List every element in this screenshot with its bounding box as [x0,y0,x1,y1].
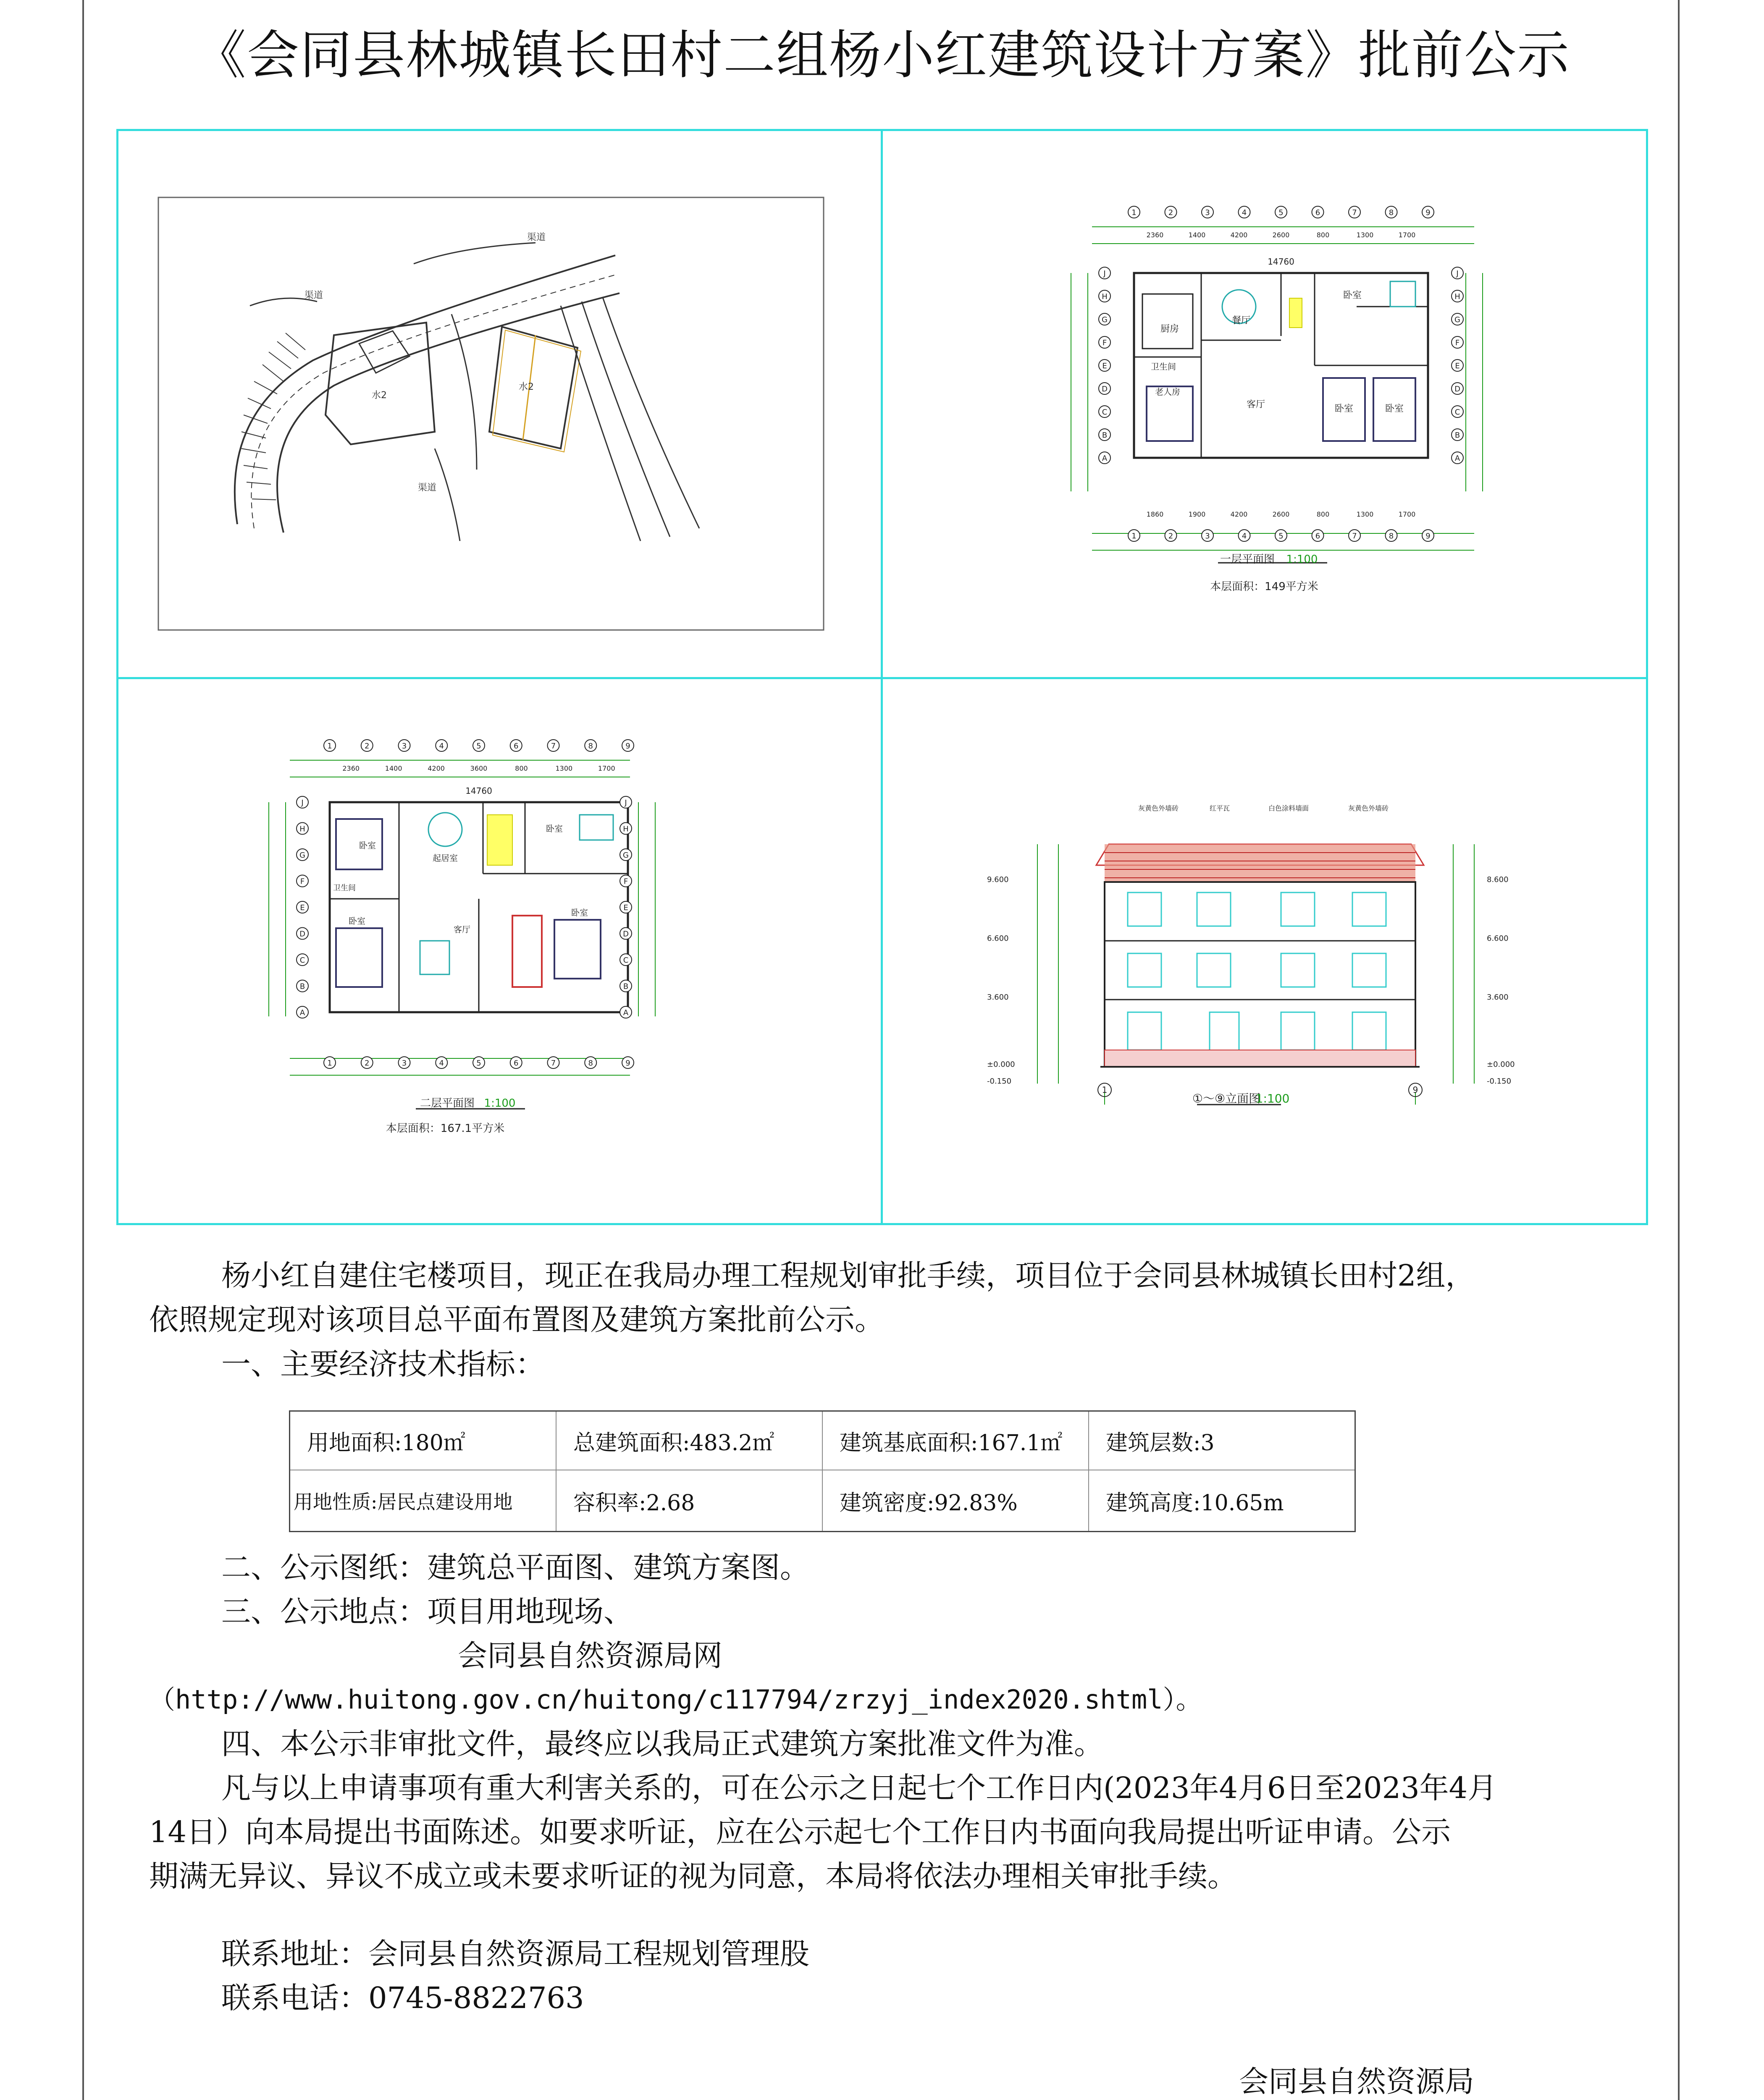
heading-note: 四、本公示非审批文件，最终应以我局正式建筑方案批准文件为准。 [221,1727,1103,1761]
indicator-cell: 总建筑面积:483.2㎡ [556,1412,823,1470]
elevation-drawing [962,794,1533,1123]
body-paragraph-2b: 14日）向本局提出书面陈述。如要求听证，应在公示起七个工作日内书面向我局提出听证申请。公示 [149,1815,1451,1849]
floor2-plan [260,731,697,1144]
dimension-label: 2360 [1146,231,1164,239]
indicators-table [289,1410,1356,1532]
dimension-label: 1700 [1398,231,1416,239]
floor2-scale: 1:100 [484,1097,516,1110]
floor2-area: 本层面积：167.1平方米 [386,1122,505,1135]
floor1-caption: 一层平面图 [1220,553,1275,566]
grid-divider-horizontal [116,677,1648,679]
axis-label: 5 [1278,208,1284,217]
indicator-cell: 建筑层数:3 [1089,1412,1354,1470]
axis-label: 3 [1205,208,1210,217]
axis-label: 2 [365,1059,370,1068]
axis-label: H [1454,292,1460,301]
indicator-cell: 建筑基底面积:167.1㎡ [823,1412,1089,1470]
site-label-road: 渠道 [304,290,323,301]
axis-label: G [299,851,305,860]
elev-level-left: 3.600 [987,993,1009,1002]
dimension-label: 2600 [1272,510,1290,518]
axis-label: F [1102,339,1107,347]
floor2-room-label: 卧室 [349,916,365,926]
dimension-label: 800 [1316,510,1330,518]
elev-level-left: 9.600 [987,875,1009,884]
axis-label: C [623,956,629,965]
contact-phone: 联系电话：0745-8822763 [221,1981,584,2015]
axis-label: B [623,982,629,991]
axis-label: 3 [402,742,407,751]
axis-label: 8 [1389,208,1394,217]
axis-label: A [1454,454,1460,463]
site-label-road: 渠道 [527,232,546,243]
axis-label: C [1102,408,1108,417]
floor2-room-label: 卧室 [571,908,588,918]
axis-label: 4 [1242,532,1247,541]
elevation-caption: ①～⑨立面图 [1192,1092,1261,1105]
axis-label: B [299,982,305,991]
axis-label: 8 [588,742,593,751]
dimension-label: 1400 [1188,231,1206,239]
floor2-room-label: 卧室 [359,840,376,850]
axis-label: H [623,824,629,834]
axis-label: J [301,798,304,807]
axis-label: D [299,929,305,939]
dimension-label: 4200 [428,764,445,772]
body-paragraph-1b: 依照规定现对该项目总平面布置图及建筑方案批前公示。 [149,1302,884,1337]
dimension-label: 1900 [1188,510,1206,518]
floor1-room-label: 卧室 [1385,404,1404,414]
axis-label: E [1455,362,1460,370]
axis-label: 7 [1352,208,1357,217]
axis-label: F [1455,339,1460,347]
axis-label: 7 [551,742,556,751]
axis-label: H [299,824,305,834]
page-title: 《会同县林城镇长田村二组杨小红建筑设计方案》批前公示 [194,25,1570,86]
axis-label: 6 [1315,532,1320,541]
dimension-label: 1700 [598,764,615,772]
dimension-label: 1860 [1146,510,1164,518]
dimension-label: 1300 [1356,231,1374,239]
axis-label: F [300,877,305,886]
body-paragraph-1: 杨小红自建住宅楼项目，现正在我局办理工程规划审批手续，项目位于会同县林城镇长田村2组， [221,1258,1475,1293]
heading-indicators: 一、主要经济技术指标： [221,1347,545,1381]
floor1-scale: 1:100 [1286,553,1318,566]
axis-label: 7 [1352,532,1357,541]
axis-label: 6 [514,1059,519,1068]
site-label-road: 渠道 [418,483,437,493]
axis-label: 1 [327,742,332,751]
axis-label: 8 [588,1059,593,1068]
axis-label: 3 [1205,532,1210,541]
axis-label: D [1102,385,1108,394]
elev-level-left: ±0.000 [987,1060,1015,1069]
dimension-label: 4200 [1230,231,1248,239]
axis-label: A [623,1008,629,1017]
axis-label: C [1454,408,1460,417]
floor1-room-label: 餐厅 [1231,315,1251,326]
axis-label: B [1454,431,1460,440]
floor1-room-label: 卫生间 [1151,362,1176,372]
axis-label: E [623,903,628,912]
elev-note: 红平瓦 [1210,804,1230,812]
body-paragraph-2a: 凡与以上申请事项有重大利害关系的，可在公示之日起七个工作日内(2023年4月6日至2023年4月 [221,1771,1497,1805]
floor2-room-label: 卧室 [546,824,563,834]
axis-label: 3 [402,1059,407,1068]
axis-label: 1 [327,1059,332,1068]
floor2-room-label: 起居室 [433,853,458,863]
floor1-room-label: 卧室 [1343,290,1362,301]
axis-label: 8 [1389,532,1394,541]
axis-label: 1 [1131,532,1137,541]
site-label-building: 水2 [372,390,387,401]
site-plan [158,197,825,633]
floor1-room-label: 卧室 [1334,404,1354,414]
axis-label: 4 [1242,208,1247,217]
axis-label: 4 [439,742,444,751]
floor2-total-dim: 14760 [465,786,492,796]
axis-label: 2 [1168,532,1173,541]
dimension-label: 2600 [1272,231,1290,239]
floor2-caption: 二层平面图 [420,1097,475,1110]
axis-label: E [1102,362,1107,370]
floor1-area: 本层面积：149平方米 [1210,580,1318,593]
axis-label: D [623,929,629,939]
axis-label: D [1454,385,1460,394]
indicator-cell: 建筑高度:10.65m [1106,1490,1284,1516]
dimension-label: 1400 [385,764,402,772]
axis-label: E [300,903,305,912]
dimension-label: 1700 [1398,510,1416,518]
axis-label: 2 [365,742,370,751]
heading-drawings: 二、公示图纸：建筑总平面图、建筑方案图。 [221,1550,809,1585]
elev-level-right: 6.600 [1487,934,1509,943]
axis-label: 5 [1278,532,1284,541]
axis-label: B [1102,431,1108,440]
axis-label: 6 [1315,208,1320,217]
dimension-label: 1300 [555,764,573,772]
axis-label: 9 [1425,208,1431,217]
axis-label: J [625,798,627,807]
floor1-room-label: 厨房 [1160,324,1179,334]
elev-level-right: 3.600 [1487,993,1509,1002]
body-paragraph-2c: 期满无异议、异议不成立或未要求听证的视为同意，本局将依法办理相关审批手续。 [149,1859,1237,1893]
elevation-scale: 1:100 [1255,1092,1290,1105]
dimension-label: 1300 [1356,510,1374,518]
axis-label: 2 [1168,208,1173,217]
axis-label: 5 [476,742,481,751]
indicator-cell: 建筑密度:92.83% [823,1470,1089,1531]
elev-level-left: 6.600 [987,934,1009,943]
elev-axis-left: 1 [1102,1085,1108,1095]
axis-label: J [1456,269,1459,278]
floor1-room-label: 客厅 [1246,399,1265,410]
heading-location: 三、公示地点：项目用地现场、 [221,1594,633,1629]
elev-level-right: 8.600 [1487,875,1509,884]
elev-level-left: -0.150 [987,1077,1012,1086]
axis-label: G [623,851,629,860]
location-website: 会同县自然资源局网 [458,1638,722,1673]
elev-note: 灰黄色外墙砖 [1348,804,1389,812]
dimension-label: 4200 [1230,510,1248,518]
axis-label: 1 [1131,208,1137,217]
indicator-cell: 用地面积:180㎡ [290,1412,556,1470]
site-label-building: 水2 [519,382,534,392]
dimension-label: 800 [1316,231,1330,239]
axis-label: F [623,877,628,886]
axis-label: 7 [551,1059,556,1068]
axis-label: H [1102,292,1108,301]
floor2-room-label: 卫生间 [333,884,356,892]
axis-label: 6 [514,742,519,751]
elev-note: 白色涂料墙面 [1268,804,1309,812]
elev-axis-right: 9 [1412,1085,1418,1095]
axis-label: J [1103,269,1106,278]
indicator-cell: 用地性质:居民点建设用地 [290,1470,556,1531]
axis-label: G [1454,315,1460,324]
axis-label: 4 [439,1059,444,1068]
floor1-plan [1063,197,1499,602]
elev-level-right: -0.150 [1487,1077,1512,1086]
axis-label: 9 [625,742,630,751]
axis-label: 9 [1425,532,1431,541]
axis-label: 5 [476,1059,481,1068]
axis-label: G [1102,315,1108,324]
axis-label: A [1102,454,1108,463]
axis-label: 9 [625,1059,630,1068]
dimension-label: 2360 [342,764,360,772]
location-url[interactable]: （http://www.huitong.gov.cn/huitong/c117794/zrzyj_index2020.shtml）。 [149,1684,1202,1715]
dimension-label: 800 [515,764,528,772]
axis-label: C [299,956,305,965]
indicator-cell: 容积率:2.68 [556,1470,823,1531]
floor2-room-label: 客厅 [454,924,470,934]
axis-label: A [299,1008,305,1017]
dimension-label: 3600 [470,764,488,772]
elev-note: 灰黄色外墙砖 [1138,804,1179,812]
floor1-total-dim: 14760 [1268,257,1294,267]
floor1-room-label: 老人房 [1155,387,1180,397]
contact-address: 联系地址：会同县自然资源局工程规划管理股 [221,1937,809,1971]
issuer-name: 会同县自然资源局 [1239,2064,1474,2099]
elev-level-right: ±0.000 [1487,1060,1515,1069]
